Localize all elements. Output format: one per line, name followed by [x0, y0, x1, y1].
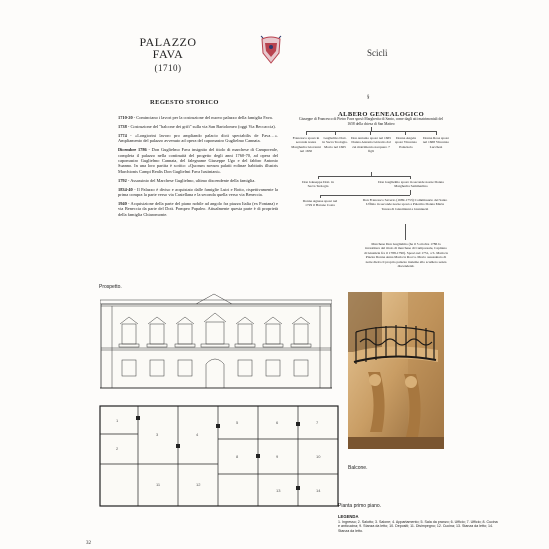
title-line-1: PALAZZO: [139, 35, 197, 49]
svg-text:1: 1: [116, 418, 119, 423]
regesto-entry: 1792 - Assassinio del Marchese Guglielmo, ultimo discendente della famiglia.: [118, 177, 256, 183]
tree-line: [318, 176, 319, 179]
tree-line: [335, 131, 336, 135]
genealogy-node: Marchese Don Guglielmo (ha il 5 ottobre 1786 la investitura del titolo di marchese di Camporeale, Capitano di Giustizia fra il 1788-1790). Sposò nel 1751, a S. Maria la Piazza Donna Anna Maria la Rocca. Morto assassinato di notte dietro il proprio palazzo insieme allo scudiero senza discendenti.: [364, 242, 448, 269]
genealogy-node: Donna Rosa sposò nel 1668 Vincenzo Lucchesi: [422, 136, 450, 149]
genealogy-node: Guglielmo Dott. in Sacra Teologia. Morto nel 1665: [322, 136, 348, 149]
genealogy-node: Francesco sposò in seconde nozze Margherita Giovanni nel 1650: [291, 136, 321, 154]
tree-line: [436, 131, 437, 135]
floor-plan-drawing: [98, 404, 340, 515]
svg-text:3: 3: [156, 432, 159, 437]
legend-title: LEGENDA: [338, 514, 359, 519]
svg-text:4: 4: [196, 432, 199, 437]
balcony-photo: [348, 292, 444, 449]
regesto-list: [118, 115, 278, 221]
tree-line: [410, 190, 411, 195]
svg-text:6: 6: [276, 420, 279, 425]
title-year: (1710): [154, 63, 182, 73]
balcone-label: Balcone.: [348, 465, 368, 471]
svg-text:10: 10: [316, 454, 321, 459]
svg-text:13: 13: [276, 488, 281, 493]
genealogy-node: Donna Angela sposò Vincenzo Palazzolo: [395, 136, 417, 149]
genealogy-node: Don Antonio sposò nel 1665 Donna Antonia Giavatto dal cui matrimonio nacquero 7 figli: [350, 136, 392, 154]
regesto-entry: Dicembre 1786 - Don Guglielmo Fava insignito del titolo di marchese di Camporeale, completa il palazzo nella continuità del progetto degli anni 1760-70, ad opera del capomastro Guglielmo Cannata, del falegname Giuseppe Ugo e del fabbro Antonio Suanno. In una loro partita è scritto: «Quorum novum palatii eolinae habitatis illustris Marchionis Campi Realis Don Guglielmi Fava Iustiniani».: [118, 147, 278, 174]
genealogy-node: Donna Agnese sposò nel 1729 il Barone Costa: [302, 199, 338, 208]
palazzo-title: [118, 36, 218, 74]
tree-line: [370, 131, 371, 135]
tree-line: [320, 195, 321, 198]
genealogy-heading: ALBERO GENEALOGICO: [338, 111, 425, 118]
genealogy-intro: Giuseppe di Francesco di Pietro Fava sposò Margherita di Santo, come dagli atti matrimoniali del 1658 della chiesa di San Matteo: [298, 117, 444, 126]
tree-line: [410, 176, 411, 179]
regesto-entry: 1940 - Acquisizione della parte del piano nobile ad angolo fra piazza Italia (ex Fontana) e via Beneccia da parte del Dott. Pompeo Papaleo. Attualmente questa parte è di proprietà della famiglia Chiaromonte.: [118, 200, 278, 217]
tree-line: [306, 131, 436, 132]
city-name: Scicli: [367, 48, 388, 58]
regesto-heading: REGESTO STORICO: [150, 99, 219, 106]
regesto-entry: 1774 - «Longiorini lavoro pro ampliando palacio dicti spectabilis de Fava…». Ampliamento del palazzo avvenuto ad opera del capomastro Guglielmo Cannata.: [118, 132, 278, 144]
svg-text:5: 5: [236, 420, 239, 425]
svg-text:7: 7: [316, 420, 319, 425]
svg-text:2: 2: [116, 446, 119, 451]
svg-text:12: 12: [196, 482, 201, 487]
tree-line: [306, 131, 307, 135]
regesto-entry: 1834-40 - Il Palazzo è diviso e acquistato dalle famiglie Lutri e Botto, rispettivamente la prima compra la parte verso via Castellana e la seconda quella verso via Beneccia.: [118, 186, 278, 197]
genealogy-node: Don Francesco Saverio (1689-1753) Commissario del Santo Uffizio in seconde nozze sposò a Palermo Donna Maria Teresa di Giustiniani e Giannuzzi: [362, 198, 448, 211]
facade-elevation-drawing: [100, 292, 332, 397]
regesto-entry: 1738 - Costruzione del "balcone dei grifi" sulla via San Bartolomeo (oggi Via Beccaccia).: [118, 123, 276, 129]
tree-line: [320, 195, 410, 196]
pianta-label: Pianta primo piano.: [338, 503, 382, 509]
genealogy-node: Don Giuseppe Dott. in Sacra Teologia: [302, 180, 334, 189]
tree-line: [405, 131, 406, 135]
svg-text:11: 11: [156, 482, 161, 487]
page-number: 32: [86, 541, 91, 546]
section-indicator: §: [367, 95, 370, 100]
title-line-2: FAVA: [152, 47, 184, 61]
tree-line: [318, 176, 410, 177]
svg-text:14: 14: [316, 488, 321, 493]
coat-of-arms-icon: [260, 35, 282, 65]
genealogy-node: Don Guglielmo sposò in seconde nozze Donna Margherita Sammartino: [378, 180, 444, 189]
tree-line: [405, 224, 406, 240]
legend-text: 1. Ingresso; 2. Salotto; 3. Salone; 4. Appartamento; 5. Sala da pranzo; 6. Ufficio; 7. Ufficio; 8. Cucina e anticucina; 9. Stanza da letto; 10. Depositi; 11. Disimpegno; 12. Cucina; 13. Stanza da letto; 14. Stanza da letto.: [338, 520, 498, 533]
regesto-entry: 1710-20 - Cominciano i lavori per la costruzione del nuovo palazzo della famiglia Fava.: [118, 115, 273, 120]
svg-text:9: 9: [276, 454, 279, 459]
svg-text:8: 8: [236, 454, 239, 459]
prospetto-label: Prospetto.: [99, 284, 122, 290]
